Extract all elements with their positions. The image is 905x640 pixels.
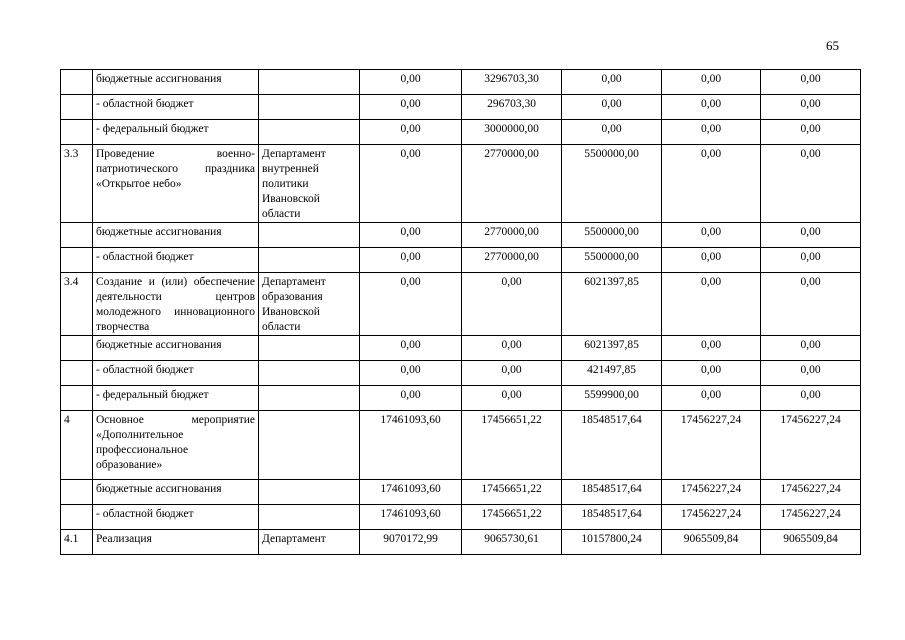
row-executor — [259, 120, 360, 145]
row-value-2: 0,00 — [462, 386, 562, 411]
row-value-5: 9065509,84 — [761, 530, 861, 555]
row-executor — [259, 223, 360, 248]
row-code: 4.1 — [61, 530, 93, 555]
row-executor: Департамент внутренней политики Ивановской области — [259, 145, 360, 223]
table-row — [61, 120, 861, 145]
table-row — [61, 530, 861, 555]
row-value-5: 0,00 — [761, 95, 861, 120]
row-value-4: 17456227,24 — [662, 480, 761, 505]
row-value-2: 0,00 — [462, 273, 562, 336]
row-value-3: 18548517,64 — [562, 505, 662, 530]
row-value-5: 0,00 — [761, 145, 861, 223]
table-row — [61, 411, 861, 480]
row-code — [61, 336, 93, 361]
row-code: 4 — [61, 411, 93, 480]
row-value-1: 0,00 — [360, 70, 462, 95]
row-code — [61, 361, 93, 386]
row-code — [61, 120, 93, 145]
row-value-3: 0,00 — [562, 95, 662, 120]
row-value-4: 0,00 — [662, 70, 761, 95]
table-row — [61, 361, 861, 386]
row-code — [61, 386, 93, 411]
row-value-1: 9070172,99 — [360, 530, 462, 555]
row-name: Создание и (или) обеспечение деятельности центров молодежного инновационного творчества — [93, 273, 259, 336]
row-value-2: 0,00 — [462, 361, 562, 386]
row-value-4: 0,00 — [662, 223, 761, 248]
row-executor — [259, 480, 360, 505]
row-value-5: 17456227,24 — [761, 505, 861, 530]
row-value-4: 17456227,24 — [662, 505, 761, 530]
row-executor — [259, 505, 360, 530]
row-value-2: 2770000,00 — [462, 248, 562, 273]
row-value-1: 17461093,60 — [360, 411, 462, 480]
row-value-3: 5500000,00 — [562, 248, 662, 273]
row-value-3: 18548517,64 — [562, 480, 662, 505]
row-value-2: 17456651,22 — [462, 480, 562, 505]
row-name: бюджетные ассигнования — [93, 223, 259, 248]
row-value-5: 0,00 — [761, 361, 861, 386]
row-executor — [259, 248, 360, 273]
table-row — [61, 223, 861, 248]
row-value-2: 9065730,61 — [462, 530, 562, 555]
row-code — [61, 248, 93, 273]
row-name: бюджетные ассигнования — [93, 480, 259, 505]
row-value-2: 17456651,22 — [462, 505, 562, 530]
row-value-4: 0,00 — [662, 248, 761, 273]
row-value-3: 0,00 — [562, 120, 662, 145]
row-value-4: 0,00 — [662, 120, 761, 145]
row-value-4: 0,00 — [662, 336, 761, 361]
row-value-1: 17461093,60 — [360, 505, 462, 530]
row-value-4: 0,00 — [662, 386, 761, 411]
row-executor — [259, 361, 360, 386]
row-name: - областной бюджет — [93, 505, 259, 530]
row-value-2: 0,00 — [462, 336, 562, 361]
row-value-1: 0,00 — [360, 386, 462, 411]
row-executor — [259, 386, 360, 411]
row-value-1: 0,00 — [360, 223, 462, 248]
row-value-1: 0,00 — [360, 248, 462, 273]
row-name: Основное мероприятие «Дополнительное профессиональное образование» — [93, 411, 259, 480]
row-name: бюджетные ассигнования — [93, 70, 259, 95]
row-value-1: 0,00 — [360, 95, 462, 120]
row-executor — [259, 411, 360, 480]
row-value-2: 2770000,00 — [462, 223, 562, 248]
table-row — [61, 386, 861, 411]
row-value-4: 9065509,84 — [662, 530, 761, 555]
row-name: Проведение военно-патриотического праздника «Открытое небо» — [93, 145, 259, 223]
row-value-2: 296703,30 — [462, 95, 562, 120]
row-value-1: 0,00 — [360, 336, 462, 361]
row-value-2: 17456651,22 — [462, 411, 562, 480]
row-value-1: 17461093,60 — [360, 480, 462, 505]
table-row — [61, 505, 861, 530]
row-value-1: 0,00 — [360, 273, 462, 336]
row-code — [61, 95, 93, 120]
row-executor — [259, 95, 360, 120]
row-value-1: 0,00 — [360, 120, 462, 145]
page-number: 65 — [826, 38, 839, 53]
row-value-5: 0,00 — [761, 273, 861, 336]
row-value-5: 0,00 — [761, 120, 861, 145]
row-executor — [259, 336, 360, 361]
row-value-5: 0,00 — [761, 248, 861, 273]
row-code — [61, 480, 93, 505]
row-value-3: 5500000,00 — [562, 223, 662, 248]
row-name: - федеральный бюджет — [93, 120, 259, 145]
row-value-1: 0,00 — [360, 145, 462, 223]
row-name: Реализация — [93, 530, 259, 555]
row-executor: Департамент образования Ивановской области — [259, 273, 360, 336]
row-value-4: 0,00 — [662, 145, 761, 223]
row-name: бюджетные ассигнования — [93, 336, 259, 361]
row-value-1: 0,00 — [360, 361, 462, 386]
row-code — [61, 70, 93, 95]
row-value-2: 3000000,00 — [462, 120, 562, 145]
table-row — [61, 248, 861, 273]
row-value-3: 421497,85 — [562, 361, 662, 386]
row-value-2: 2770000,00 — [462, 145, 562, 223]
table-row — [61, 70, 861, 95]
row-value-5: 17456227,24 — [761, 411, 861, 480]
row-value-3: 10157800,24 — [562, 530, 662, 555]
row-name: - областной бюджет — [93, 248, 259, 273]
row-name: - федеральный бюджет — [93, 386, 259, 411]
table-row — [61, 95, 861, 120]
table-row — [61, 145, 861, 223]
row-code — [61, 223, 93, 248]
row-value-3: 0,00 — [562, 70, 662, 95]
table-row — [61, 480, 861, 505]
budget-table — [60, 69, 861, 555]
row-value-5: 0,00 — [761, 70, 861, 95]
row-value-4: 17456227,24 — [662, 411, 761, 480]
row-code: 3.4 — [61, 273, 93, 336]
row-name: - областной бюджет — [93, 361, 259, 386]
row-value-3: 18548517,64 — [562, 411, 662, 480]
row-value-4: 0,00 — [662, 361, 761, 386]
row-executor — [259, 70, 360, 95]
row-code: 3.3 — [61, 145, 93, 223]
row-value-5: 0,00 — [761, 223, 861, 248]
row-value-3: 5500000,00 — [562, 145, 662, 223]
row-value-4: 0,00 — [662, 273, 761, 336]
row-value-3: 6021397,85 — [562, 336, 662, 361]
row-value-5: 0,00 — [761, 336, 861, 361]
table-row — [61, 273, 861, 336]
row-value-2: 3296703,30 — [462, 70, 562, 95]
row-value-5: 0,00 — [761, 386, 861, 411]
row-executor: Департамент — [259, 530, 360, 555]
row-value-4: 0,00 — [662, 95, 761, 120]
row-value-3: 5599900,00 — [562, 386, 662, 411]
row-value-5: 17456227,24 — [761, 480, 861, 505]
table-row — [61, 336, 861, 361]
row-value-3: 6021397,85 — [562, 273, 662, 336]
row-name: - областной бюджет — [93, 95, 259, 120]
row-code — [61, 505, 93, 530]
